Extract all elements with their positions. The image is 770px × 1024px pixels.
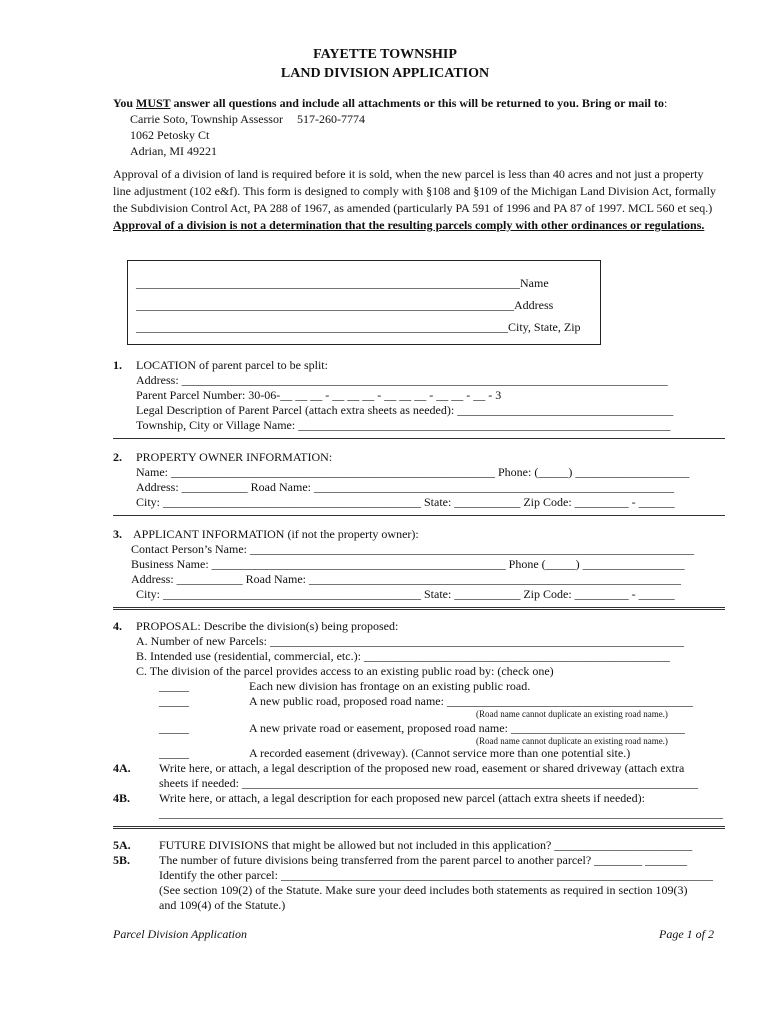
- option-easement: A recorded easement (driveway). (Cannot service more than one potential site.): [249, 746, 631, 760]
- intro-colon: :: [663, 96, 668, 110]
- s4a-description: Write here, or attach, a legal description of the proposed new road, easement or shared driveway (attach extra: [159, 761, 685, 775]
- section-divider: [113, 607, 725, 612]
- s5-statute-note-2: and 109(4) of the Statute.): [159, 898, 286, 912]
- section-4a-number: 4A.: [113, 761, 131, 775]
- intro-instructions: [113, 96, 667, 111]
- section-4-heading: PROPOSAL: Describe the division(s) being proposed:: [136, 619, 399, 633]
- checkbox-easement[interactable]: _____: [159, 746, 189, 760]
- intro-lead: You: [113, 96, 137, 110]
- s2-address-field[interactable]: Address: ___________ Road Name: ____________________________________________________________: [136, 480, 674, 494]
- section-1-heading: LOCATION of parent parcel to be split:: [136, 358, 328, 372]
- s5-other-parcel-field[interactable]: Identify the other parcel: ________________________________________________________________________: [159, 868, 713, 882]
- s3-contact-field[interactable]: Contact Person’s Name: __________________________________________________________________________: [131, 542, 694, 556]
- section-divider: [113, 826, 725, 831]
- title-line-2: LAND DIVISION APPLICATION: [280, 66, 490, 81]
- section-divider: [113, 438, 725, 439]
- contact-street: 1062 Petosky Ct: [130, 128, 210, 142]
- box-city-line[interactable]: ______________________________________________________________City, State, Zip: [136, 320, 581, 334]
- option-private-road[interactable]: A new private road or easement, proposed road name: _____________________________: [249, 721, 685, 735]
- s4b-description: Write here, or attach, a legal description for each proposed new parcel (attach extra sheets if needed):: [159, 791, 645, 805]
- s2-city-field[interactable]: City: ___________________________________________ State: ___________ Zip Code: _________ - ______: [136, 495, 675, 509]
- contact-name: [130, 112, 365, 127]
- section-2-number: 2.: [113, 450, 122, 464]
- s2-name-field[interactable]: Name: ______________________________________________________ Phone: (_____) ___________________: [136, 465, 690, 479]
- intro-lead-post: answer all questions and include all attachments or this will be returned to you. Bring or mail to: [170, 96, 664, 110]
- section-2-heading: PROPERTY OWNER INFORMATION:: [136, 450, 333, 464]
- approval-text: Approval of a division of land is required before it is sold, when the new parcel is less than 40 acres and not just a property line adjustment (102 e&f). This form is designed to comply with §108 and §109 of the Michigan Land Division Act, formally the Subdivision Control Act, PA 288 of 1967, as amended (particularly PA 591 of 1996 and PA 87 of 1997. MCL 560 et seq.): [113, 167, 717, 215]
- section-5b-number: 5B.: [113, 853, 131, 867]
- checkbox-frontage[interactable]: _____: [159, 679, 189, 693]
- section-5a-number: 5A.: [113, 838, 131, 852]
- checkbox-public-road[interactable]: _____: [159, 694, 189, 708]
- s5-statute-note-1: (See section 109(2) of the Statute. Make sure your deed includes both statements as required in section 109(3): [159, 883, 688, 897]
- approval-bold-text: Approval of a division is not a determination that the resulting parcels comply with other ordinances or regulations.: [113, 218, 705, 232]
- box-name-line[interactable]: ________________________________________________________________Name: [136, 276, 549, 290]
- private-road-note: (Road name cannot duplicate an existing road name.): [476, 736, 668, 746]
- section-3-heading: APPLICANT INFORMATION (if not the property owner):: [133, 527, 419, 541]
- section-1-number: 1.: [113, 358, 122, 372]
- s4a-field[interactable]: sheets if needed: ____________________________________________________________________________: [159, 776, 698, 790]
- s5a-field[interactable]: FUTURE DIVISIONS that might be allowed but not included in this application? _______________________: [159, 838, 693, 852]
- approval-paragraph: [113, 166, 717, 234]
- intro-must: MUST: [136, 96, 171, 110]
- s4b-field[interactable]: ______________________________________________________________________________________________: [159, 806, 723, 820]
- title-line-1: FAYETTE TOWNSHIP: [313, 47, 457, 62]
- checkbox-private-road[interactable]: _____: [159, 721, 189, 735]
- footer-page-number: Page 1 of 2: [659, 927, 714, 941]
- s3-address-field[interactable]: Address: ___________ Road Name: ______________________________________________________________: [131, 572, 681, 586]
- s4-parcels-field[interactable]: A. Number of new Parcels: _____________________________________________________________________: [136, 634, 684, 648]
- box-address-line[interactable]: _______________________________________________________________Address: [136, 298, 554, 312]
- s3-business-field[interactable]: Business Name: _________________________________________________ Phone (_____) _________________: [131, 557, 685, 571]
- footer-title: Parcel Division Application: [113, 927, 247, 941]
- s5b-field[interactable]: The number of future divisions being transferred from the parent parcel to another parcel? ________ _______: [159, 853, 688, 867]
- option-public-road[interactable]: A new public road, proposed road name: _________________________________________: [249, 694, 693, 708]
- s1-legal-description-field[interactable]: Legal Description of Parent Parcel (attach extra sheets as needed): ____________________________________: [136, 403, 674, 417]
- section-3-number: 3.: [113, 527, 122, 541]
- section-4-number: 4.: [113, 619, 122, 633]
- s4-intended-use-field[interactable]: B. Intended use (residential, commercial, etc.): ___________________________________________________: [136, 649, 670, 663]
- s1-township-field[interactable]: Township, City or Village Name: ______________________________________________________________: [136, 418, 671, 432]
- s3-city-field[interactable]: City: ___________________________________________ State: ___________ Zip Code: _________ - ______: [136, 587, 675, 601]
- s1-parcel-number-field[interactable]: Parent Parcel Number: 30-06-__ __ __ - __ __ __ - __ __ __ - __ __ - __ - 3: [136, 388, 502, 402]
- contact-name-text: Carrie Soto, Township Assessor: [130, 112, 283, 126]
- public-road-note: (Road name cannot duplicate an existing road name.): [476, 709, 668, 719]
- option-frontage: Each new division has frontage on an existing public road.: [249, 679, 531, 693]
- contact-city: Adrian, MI 49221: [130, 144, 217, 158]
- section-4b-number: 4B.: [113, 791, 131, 805]
- s1-address-field[interactable]: Address: _________________________________________________________________________________: [136, 373, 668, 387]
- section-divider: [113, 515, 725, 516]
- contact-phone: 517-260-7774: [296, 112, 365, 126]
- s4-access-question: C. The division of the parcel provides access to an existing public road by: (check one): [136, 664, 554, 678]
